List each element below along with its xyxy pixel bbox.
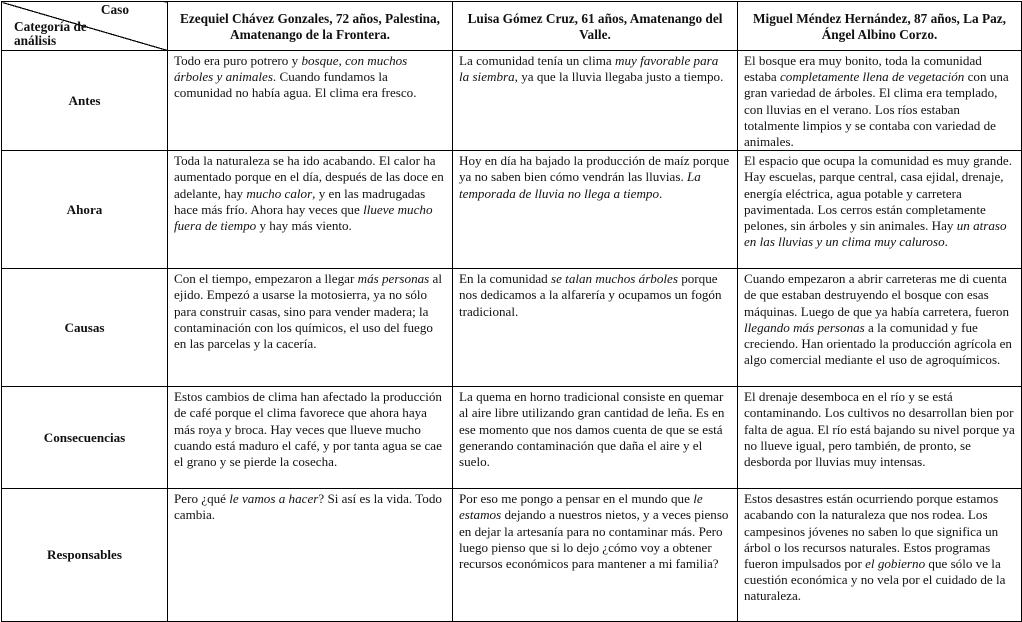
corner-case-label: Caso — [100, 2, 129, 17]
emphasized-text: mucho calor — [246, 185, 313, 201]
text-segment: Estos cambios de clima han afectado la producción de café porque el clima favorece que ahora haya más roya y broca. Hay veces que llueve mucho cuando está maduro el café, y por tanta agua se cae el grano y se pierde la cosecha. — [174, 389, 442, 470]
case-cell — [738, 151, 1022, 269]
text-segment: a la comunidad y fue creciendo. Han orientado la producción agrícola en algo comercial mediante el uso de agroquímicos. — [744, 319, 1012, 368]
case-cell — [453, 51, 738, 151]
text-segment: dejando a nuestros nietos, y a veces pienso en dejar la artesanía para no contaminar más. Pero luego pienso que si lo dejo ¿cómo voy a obtener recursos económicos para mantener a mi familia? — [459, 507, 729, 572]
emphasized-text: le estamos — [459, 491, 703, 523]
table-row — [2, 51, 1022, 151]
case-cell — [168, 151, 453, 269]
case-header-2: Luisa Gómez Cruz, 61 años, Amatenango del Valle. — [453, 2, 738, 51]
case-cell — [453, 151, 738, 269]
case-header-3: Miguel Méndez Hernández, 87 años, La Paz, Ángel Albino Corzo. — [738, 2, 1022, 51]
case-cell — [168, 489, 453, 622]
case-cell — [738, 489, 1022, 622]
category-label: Ahora — [2, 151, 168, 269]
emphasized-text: el gobierno — [865, 556, 926, 572]
case-cell — [453, 269, 738, 387]
text-segment: y hay más viento. — [256, 218, 352, 234]
category-label: Antes — [2, 51, 168, 151]
text-segment: El bosque era muy bonito, toda la comunidad estaba — [744, 53, 982, 85]
text-segment: . Cuando fundamos la comunidad no había agua. El clima era fresco. — [174, 69, 417, 101]
emphasized-text: completamente llena de vegetación — [780, 69, 965, 85]
emphasized-text: se talan muchos árboles — [551, 271, 678, 287]
case-cell — [453, 489, 738, 622]
emphasized-text: La temporada de lluvia no llega a tiempo — [459, 169, 701, 201]
text-segment: El drenaje desemboca en el río y se está contaminando. Los cultivos no desarrollan bien por falta de agua. El río está bajando su nivel porque ya no llueve igual, pero también, de pronto, se desborda por lluvias muy intensas. — [744, 389, 1015, 470]
emphasized-text: más personas — [357, 271, 430, 287]
case-cell — [738, 387, 1022, 489]
table-row — [2, 151, 1022, 269]
text-segment: Todo era puro potrero y — [174, 53, 302, 68]
text-segment: El espacio que ocupa la comunidad es muy grande. Hay escuelas, parque central, casa ejidal, drenaje, energía eléctrica, agua potable y carretera pavimentada. Los cerros están completamente pelones, sin árboles y sin animales. Hay — [744, 153, 1012, 234]
case-cell — [738, 51, 1022, 151]
text-segment: La quema en horno tradicional consiste en quemar al aire libre utilizando gran cantidad de leña. Es en ese momento que nos damos cuenta de que se está generando contaminación que daña el aire y el suelo. — [459, 389, 725, 470]
case-cell — [453, 387, 738, 489]
text-segment: Cuando empezaron a abrir carreteras me di cuenta de que estaban destruyendo el bosque con esas máquinas. Luego de que ya había carretera, fueron — [744, 271, 1010, 319]
case-cell — [168, 51, 453, 151]
text-segment: La comunidad tenía un clima — [459, 53, 615, 68]
emphasized-text: le vamos a hacer — [229, 491, 319, 507]
table-row — [2, 489, 1022, 622]
category-label: Causas — [2, 269, 168, 387]
table-row — [2, 387, 1022, 489]
header-row — [2, 2, 1022, 51]
text-segment: porque nos dedicamos a la alfarería y ocupamos un fogón tradicional. — [459, 271, 722, 319]
text-segment: Con el tiempo, empezaron a llegar — [174, 271, 358, 287]
text-segment: Estos desastres están ocurriendo porque estamos acabando con la naturaleza que nos rodea. Los campesinos jóvenes no saben lo que significa un árbol o los recursos naturales. Estos programas fueron impulsados por — [744, 491, 999, 572]
corner-header-cell — [2, 2, 168, 51]
text-segment: ? Si así es la vida. Todo cambia. — [174, 491, 442, 523]
case-cell — [168, 387, 453, 489]
text-segment: . — [944, 234, 948, 250]
text-segment: al ejido. Empezó a usarse la motosierra, ya no sólo para construir casas, sino para vender madera; la contaminación con los químicos, el uso del fuego en las parcelas y la cacería. — [174, 271, 443, 352]
text-segment: , y en las madrugadas hace más frío. Ahora hay veces que — [174, 185, 426, 217]
emphasized-text: llegando más personas — [744, 319, 865, 335]
case-header-1: Ezequiel Chávez Gonzales, 72 años, Palestina, Amatenango de la Frontera. — [168, 2, 453, 51]
text-segment: , ya que la lluvia llegaba justo a tiempo. — [514, 69, 724, 85]
emphasized-text: muy favorable para la siembra — [459, 53, 719, 85]
analysis-table — [1, 1, 1022, 622]
category-label: Responsables — [2, 489, 168, 622]
text-segment: que sólo ve la cuestión económica y no vela por el cuidado de la naturaleza. — [744, 556, 1006, 604]
corner-category-label: Categoría de análisis — [14, 19, 87, 48]
emphasized-text: llueve mucho fuera de tiempo — [174, 201, 433, 234]
table-row — [2, 269, 1022, 387]
emphasized-text: bosque, con muchos árboles y animales — [174, 53, 408, 85]
text-segment: Toda la naturaleza se ha ido acabando. El calor ha aumentado porque en el día, después de las doce en adelante, hay — [174, 153, 444, 201]
case-cell — [738, 269, 1022, 387]
text-segment: . — [659, 185, 663, 201]
emphasized-text: un atraso en las lluvias y un clima muy caluroso — [744, 218, 1007, 250]
category-label: Consecuencias — [2, 387, 168, 489]
text-segment: Pero ¿qué — [174, 491, 230, 507]
text-segment: Hoy en día ha bajado la producción de maíz porque ya no saben bien cómo vendrán las lluvias. — [459, 153, 730, 185]
case-cell — [168, 269, 453, 387]
text-segment: Por eso me pongo a pensar en el mundo que — [459, 491, 694, 507]
text-segment: con una gran variedad de árboles. El clima era templado, con lluvias en el verano. Los ríos estaban totalmente limpios y se contaba con variedad de animales. — [744, 69, 1009, 150]
text-segment: En la comunidad — [459, 271, 551, 287]
